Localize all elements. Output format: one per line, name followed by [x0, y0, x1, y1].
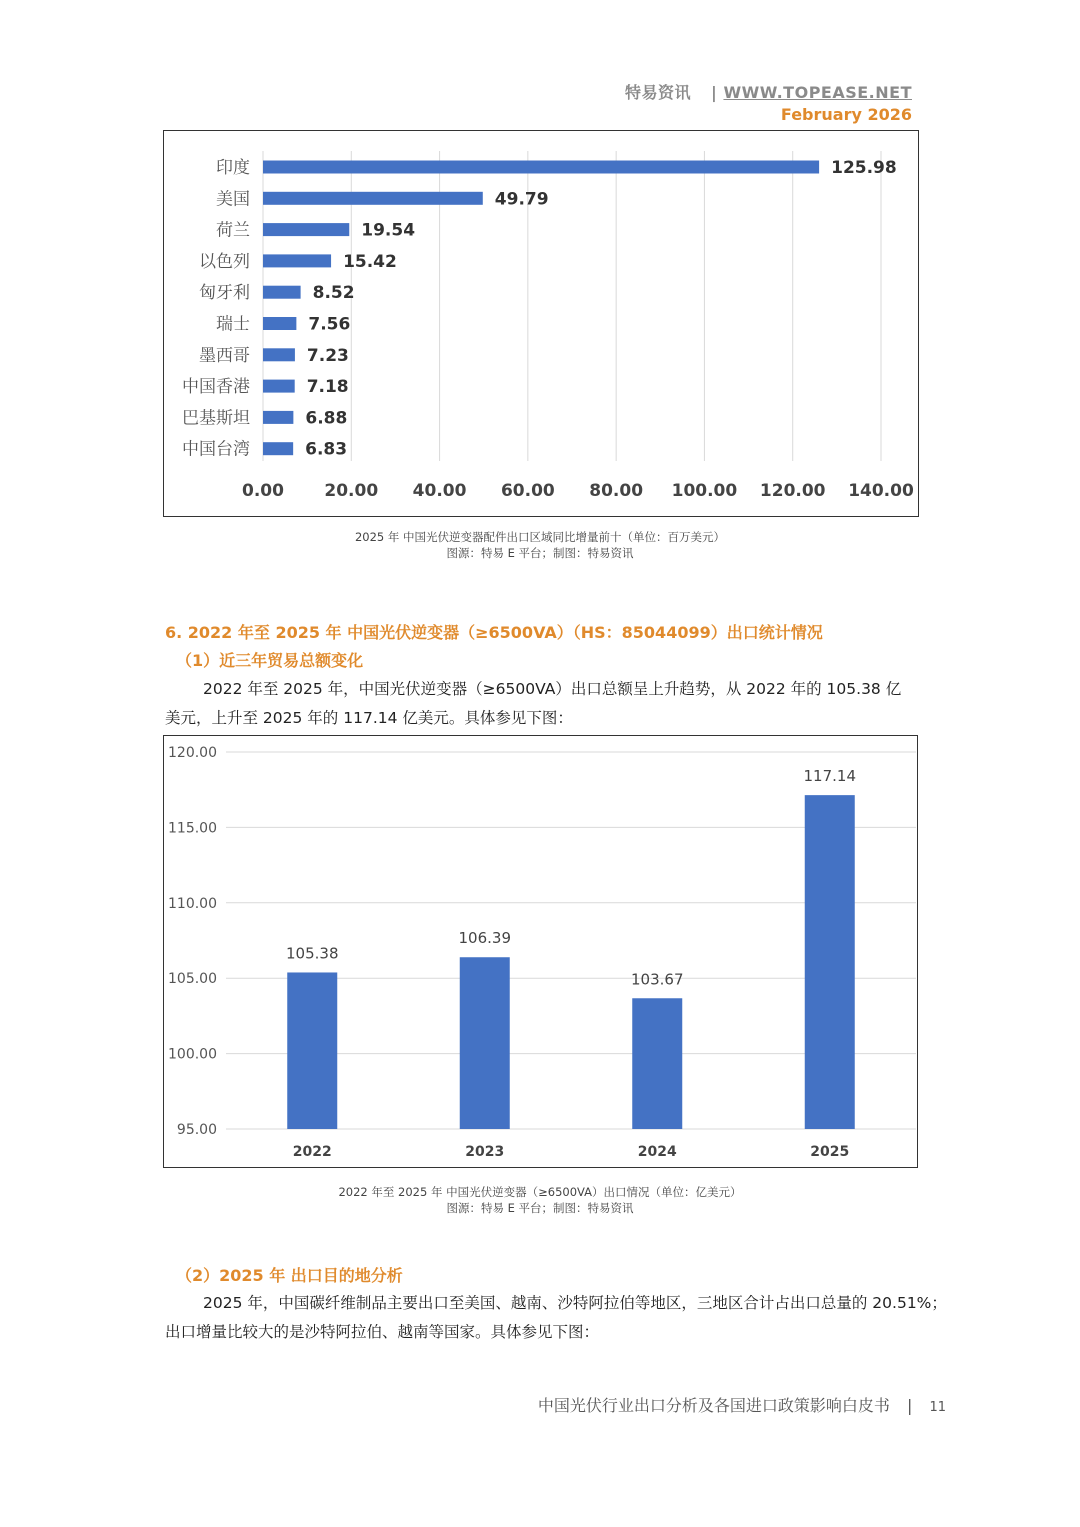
chart2-y-tick-label: 120.00: [168, 745, 217, 761]
chart2-y-tick-label: 105.00: [168, 971, 217, 988]
chart1-x-tick-label: 140.00: [848, 481, 914, 501]
page-number: 11: [929, 1400, 946, 1415]
chart1-bar: [263, 192, 483, 205]
chart-horizontal-bar: [163, 130, 919, 517]
subsection-title-2: （2）2025 年 出口目的地分析: [176, 1266, 403, 1285]
chart2-y-tick-label: 95.00: [176, 1122, 217, 1138]
chart1-x-tick-label: 100.00: [671, 481, 738, 501]
brand-name: 特易资讯: [624, 83, 691, 102]
chart1-data-label: 125.98: [831, 158, 897, 178]
chart2-data-label: 117.14: [803, 767, 856, 786]
chart1-bar: [263, 380, 295, 393]
chart1-bar: [263, 161, 819, 174]
chart1-bar: [263, 442, 293, 455]
chart1-bar: [263, 411, 293, 424]
chart1-bar: [263, 317, 296, 330]
chart2-category-label: 2024: [637, 1144, 677, 1160]
paragraph-2-line-2: 出口增量比较大的是沙特阿拉伯、越南等国家。具体参见下图：: [165, 1323, 600, 1341]
header-date: February 2026: [780, 105, 912, 124]
chart2-y-tick-label: 115.00: [168, 820, 217, 837]
chart2-source: 图源：特易 E 平台；制图：特易资讯: [446, 1201, 634, 1215]
chart1-x-tick-label: 60.00: [500, 481, 555, 501]
chart2-data-label: 105.38: [286, 944, 339, 963]
chart1-caption: 2025 年 中国光伏逆变器配件出口区域同比增量前十（单位：百万美元）: [354, 530, 726, 544]
chart1-category-label: 荷兰: [216, 220, 250, 241]
chart2-y-tick-label: 100.00: [168, 1046, 217, 1063]
chart1-source: 图源：特易 E 平台；制图：特易资讯: [446, 546, 634, 560]
chart1-data-label: 8.52: [312, 283, 355, 304]
chart1-data-label: 19.54: [361, 220, 416, 241]
chart1-category-label: 中国台湾: [182, 439, 250, 460]
chart2-bar: [460, 957, 510, 1129]
paragraph-1-line-1: 2022 年至 2025 年，中国光伏逆变器（≥6500VA）出口总额呈上升趋势，从 2022 年的 105.38 亿: [203, 680, 902, 698]
paragraph-2-line-1: 2025 年，中国碳纤维制品主要出口至美国、越南、沙特阿拉伯等地区，三地区合计占出口总量的 20.51%；: [203, 1294, 947, 1312]
chart1-bar: [263, 254, 331, 267]
chart1-x-tick-label: 0.00: [242, 481, 284, 501]
footer-title: 中国光伏行业出口分析及各国进口政策影响白皮书: [537, 1396, 890, 1415]
chart1-bar: [263, 348, 295, 361]
chart1-bar: [263, 286, 301, 299]
subsection-title-1: （1）近三年贸易总额变化: [176, 651, 364, 670]
chart2-bar: [632, 998, 682, 1129]
chart1-data-label: 7.23: [306, 345, 349, 366]
chart1-data-label: 7.56: [308, 314, 351, 335]
header-separator: |: [711, 83, 718, 102]
chart1-x-tick-label: 20.00: [324, 481, 379, 501]
chart2-data-label: 106.39: [458, 929, 511, 948]
chart1-x-tick-label: 120.00: [759, 481, 826, 501]
footer: [538, 1393, 946, 1416]
header-url-link[interactable]: WWW.TOPEASE.NET: [723, 83, 912, 102]
chart2-category-label: 2025: [810, 1144, 850, 1160]
chart2-y-tick-label: 110.00: [168, 895, 217, 912]
chart1-x-tick-label: 80.00: [589, 481, 644, 501]
chart1-data-label: 6.83: [305, 439, 348, 460]
chart1-bar: [263, 223, 349, 236]
chart1-category-label: 以色列: [199, 251, 250, 272]
chart2-bar: [805, 795, 855, 1129]
chart1-data-label: 15.42: [343, 251, 397, 272]
chart1-category-label: 印度: [216, 158, 250, 178]
chart2-data-label: 103.67: [631, 970, 684, 989]
section-title: 6. 2022 年至 2025 年 中国光伏逆变器（≥6500VA）（HS：85044099）出口统计情况: [165, 623, 823, 642]
chart2-category-label: 2022: [292, 1144, 332, 1160]
chart1-category-label: 墨西哥: [199, 345, 250, 366]
chart2-bar: [287, 972, 337, 1129]
chart1-data-label: 49.79: [494, 189, 549, 210]
paragraph-1-line-2: 美元，上升至 2025 年的 117.14 亿美元。具体参见下图：: [165, 709, 573, 727]
chart-vertical-bar: [163, 735, 918, 1168]
chart1-svg: [164, 131, 917, 515]
chart1-category-label: 匈牙利: [199, 283, 250, 304]
footer-separator: |: [906, 1396, 913, 1415]
chart1-data-label: 7.18: [306, 377, 349, 398]
chart1-category-label: 瑞士: [216, 314, 250, 335]
chart1-category-label: 美国: [216, 189, 250, 210]
header-brand: [625, 80, 912, 103]
chart1-data-label: 6.88: [305, 408, 348, 429]
chart1-x-tick-label: 40.00: [412, 481, 467, 501]
chart2-caption: 2022 年至 2025 年 中国光伏逆变器（≥6500VA）出口情况（单位：亿美元）: [338, 1185, 742, 1199]
chart2-svg: [164, 736, 916, 1166]
chart1-category-label: 巴基斯坦: [182, 408, 250, 429]
chart1-category-label: 中国香港: [182, 377, 250, 398]
chart2-category-label: 2023: [465, 1144, 505, 1160]
